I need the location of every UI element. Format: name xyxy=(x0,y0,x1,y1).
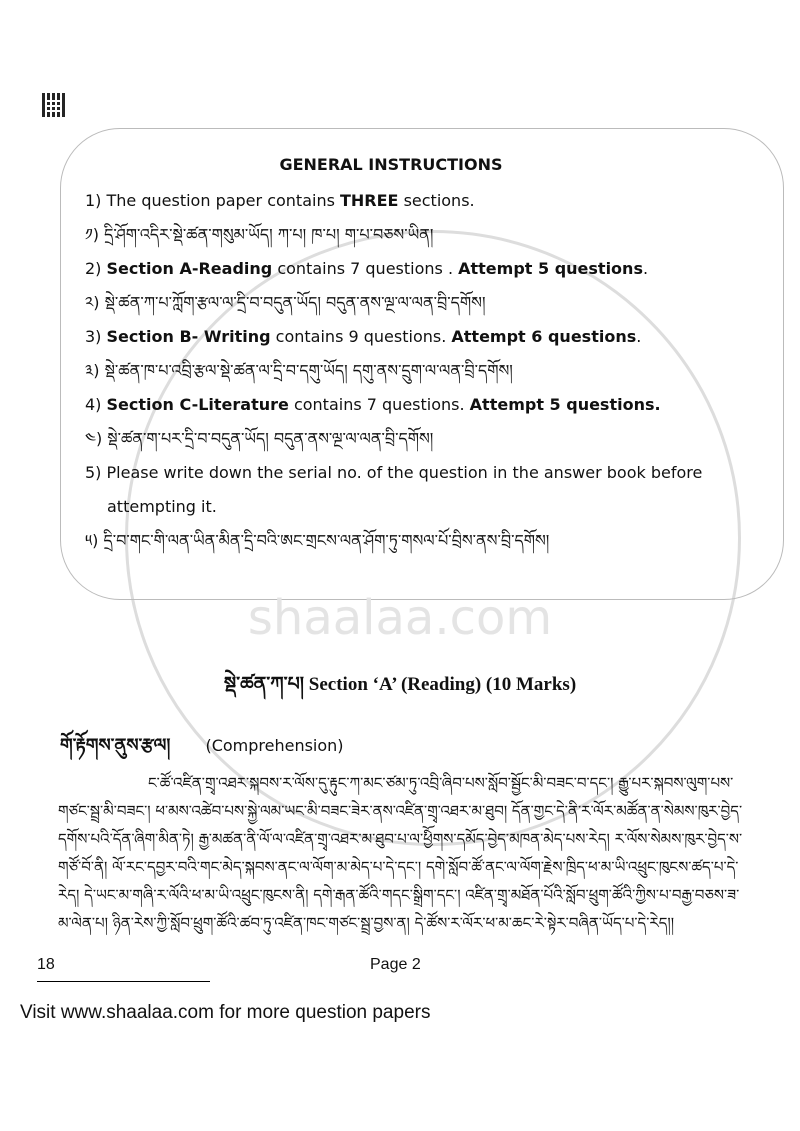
instruction-line xyxy=(85,394,765,428)
instruction-line xyxy=(85,326,765,360)
instruction-b2: Attempt 5 questions xyxy=(458,259,643,278)
instruction-line xyxy=(85,496,765,530)
instruction-line xyxy=(85,258,765,292)
instruction-line xyxy=(85,428,765,462)
instructions-title: GENERAL INSTRUCTIONS xyxy=(279,155,503,174)
instruction-mid: contains 7 questions . xyxy=(272,259,459,278)
passage: ང་ཚོ་འཛིན་གྲྭ་འཐར་སྐབས་ར་ལོས་དུ་རྟུང་ཀ་མང་ཙམ་ཏུ་འབྲི་ཞིབ་པས་སློབ་སྦྱོང་མི་བཟང་བ་དང་། རྒྱུ་པར་སྐབས་ལུག་པས་གཙང་སྦྲ་མི་བཟང་། ཕ་མས་འཚེབ་པས་སྐྱེ་ལམ་ཡང་མི་བཟང་ཟེར་ནས་འཛིན་གྲྭ་འཐར་མ་ཐུབ། དོན་གྱང་དེ་ནི་ར་ལོར་མཚོན་ན་སེམས་ཁུར་བྱེད་དགོས་པའི་དོན་ཞིག་མིན་ཏེ། རྒྱ་མཚན་ནི་ལོ་ལ་འཛིན་གྲྭ་འཐར་མ་ཐུབ་པ་ལ་ཕྱིོགས་དམོད་བྱེད་མཁན་མེད་པས་རེད། ར་ལོས་སེམས་ཁུར་བྱེད་ས་གཙོ་བོ་ནི། ལོ་རང་དབྱར་བའི་གང་མེད་སྐབས་ནང་ལ་ལོག་མ་མེད་པ་དེ་དང་། དགེ་སློབ་ཚོ་ནང་ལ་ལོག་རྗེས་ཁྲིད་ཕ་མ་ཡི་འཕྲུང་ཁུངས་ཚད་པ་དེ་རེད། དེ་ཡང་མ་གཞི་ར་ལོའི་ཕ་མ་ཡི་འཕྲུང་ཁུངས་ནི། དགེ་རྒན་ཚོའི་གདང་སྒྲིག་དང་། འཛིན་གྲྭ་མཐོན་པོའི་སློབ་ཕྲུག་ཚོའི་ཀྱིས་པ་བརྒྱ་བཅས་ཟ་མ་ལེན་པ། ཉིན་རེས་ཀྱི་སློབ་ཕྲུག་ཚོའི་ཚབ་ཏུ་འཛིན་ཁང་གཙང་སྦྲ་བྱས་ན། དེ་ཚོས་ར་ལོར་ཕ་མ་ཆང་རེ་སྟེར་བཞིན་ཡོད་པ་དེ་རེད།། xyxy=(58,774,743,932)
instruction-b2: Attempt 6 questions xyxy=(451,327,637,346)
instruction-tibetan: ༣) སྡེ་ཚན་ཁ་པ་འབྲི་རྩལ་སྡེ་ཚན་ལ་དྲི་བ་དགུ་ཡོད། དགུ་ནས་དྲུག་ལ་ལན་བྲི་དགོས། xyxy=(85,361,513,380)
instruction-line xyxy=(85,462,765,496)
footer xyxy=(0,955,800,1035)
instruction-line xyxy=(85,530,765,564)
instruction-b2: Attempt 5 questions. xyxy=(469,395,661,414)
instruction-tibetan: ༢) སྡེ་ཚན་ཀ་པ་ཀློག་རྩལ་ལ་དྲི་བ་བདུན་ཡོད། བདུན་ནས་ལྔ་ལ་ལན་བྲི་དགོས། xyxy=(85,293,486,312)
instruction-b1: THREE xyxy=(340,191,399,210)
instruction-mid: contains 9 questions. xyxy=(270,327,452,346)
instruction-b1: Section A-Reading xyxy=(106,259,273,278)
instruction-list xyxy=(85,190,765,564)
instruction-b1: Section C-Literature xyxy=(106,395,289,414)
instruction-pre: attempting it. xyxy=(107,497,217,516)
footer-divider xyxy=(37,981,210,982)
comprehension-label: (Comprehension) xyxy=(205,736,344,755)
section-heading-tibetan: སྡེ་ཚན་ཀ་པ། xyxy=(223,674,305,695)
instruction-line xyxy=(85,292,765,326)
instruction-tibetan: ༥) དྲི་བ་གང་གི་ལན་ཡིན་མིན་དྲི་བའི་ཨང་གྲངས་ལན་ཤོག་ཏུ་གསལ་པོ་བྲིས་ནས་བྲི་དགོས། xyxy=(85,531,550,550)
comprehension-heading xyxy=(60,733,800,759)
footer-number: 18 xyxy=(37,956,55,973)
instruction-line xyxy=(85,224,765,258)
visit-link[interactable]: Visit www.shaalaa.com for more question papers xyxy=(20,1002,431,1023)
instruction-pre: 5) Please write down the serial no. of the question in the answer book before xyxy=(85,463,703,482)
instruction-mid: sections. xyxy=(398,191,475,210)
instruction-pre: 1) The question paper contains xyxy=(85,191,340,210)
watermark-text: shaalaa.com xyxy=(247,590,553,646)
instruction-pre: 2) xyxy=(85,259,107,278)
watermark-row xyxy=(0,564,800,672)
instruction-post: . xyxy=(636,327,642,346)
instruction-tibetan: ༤) སྡེ་ཚན་ག་པར་དྲི་བ་བདུན་ཡོད། བདུན་ནས་ལྔ་ལ་ལན་བྲི་དགོས། xyxy=(85,429,434,448)
comprehension-tibetan: གོ་རྟོགས་ནུས་རྩལ། xyxy=(60,735,171,756)
instruction-post: . xyxy=(642,259,649,278)
section-heading xyxy=(0,672,800,698)
instruction-tibetan: ༡) དྲི་ཤོག་འདིར་སྡེ་ཚན་གསུམ་ཡོད། ཀ་པ། ཁ་པ། ག་པ་བཅས་ཡིན། xyxy=(85,225,434,244)
instruction-b1: Section B- Writing xyxy=(106,327,271,346)
instruction-pre: 3) xyxy=(85,327,107,346)
instruction-mid: contains 7 questions. xyxy=(288,395,470,414)
page-number: Page 2 xyxy=(370,956,421,973)
instruction-line xyxy=(85,190,765,224)
instruction-pre: 4) xyxy=(85,395,107,414)
instruction-line xyxy=(85,360,765,394)
section-heading-english: Section ‘A’ (Reading) (10 Marks) xyxy=(308,674,577,695)
